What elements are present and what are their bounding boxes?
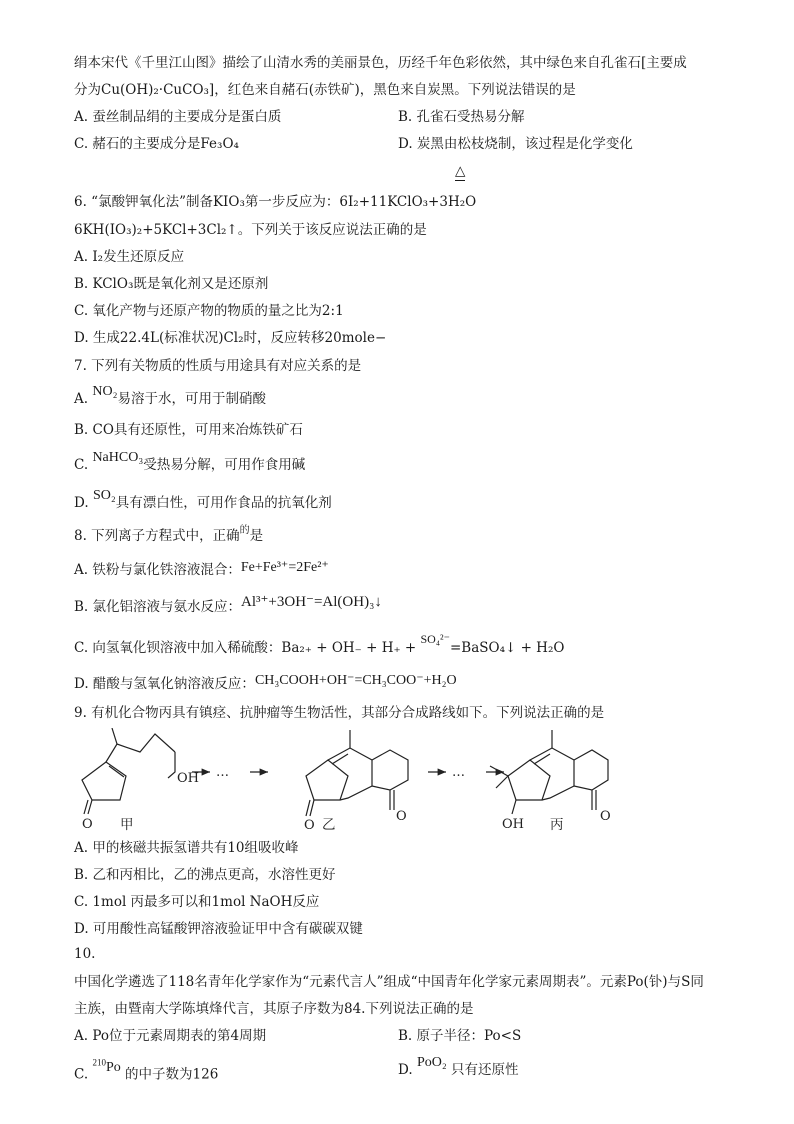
heat-delta-symbol: △ <box>455 163 466 179</box>
q8-c-text: C. 向氢氧化钡溶液中加入稀硫酸：Ba₂₊ + OH₋ + H₊ + <box>74 640 417 656</box>
q8-d-equation: CH₃COOH+OH⁻=CH₃COO⁻+H₂O <box>254 673 457 688</box>
bing-lactone-o: O <box>600 809 611 824</box>
q7-d-formula: SO₂ <box>92 488 116 503</box>
intro-option-a: A. 蚕丝制品绢的主要成分是蛋白质 <box>74 109 282 125</box>
q8-option-c <box>74 632 565 657</box>
q6-option-a: A. I₂发生还原反应 <box>74 249 185 265</box>
compound-bing-structure <box>490 730 608 814</box>
q7-c-label: C. <box>74 457 89 473</box>
q8-stem-a: 8. 下列离子方程式中，正确 <box>74 528 240 544</box>
q6-stem-2: 6KH(IO₃)₂+5KCl+3Cl₂↑。下列关于该反应说法正确的是 <box>74 222 427 238</box>
q7-stem: 7. 下列有关物质的性质与用途具有对应关系的是 <box>74 358 362 374</box>
yi-lactone-o: O <box>396 809 407 824</box>
q6-option-d: D. 生成22.4L(标准状况)Cl₂时，反应转移20mole− <box>74 330 387 346</box>
q8-option-d <box>74 675 457 694</box>
dots-2: … <box>452 765 465 780</box>
q7-option-a <box>74 384 266 409</box>
q10-c-mass-number: 210 <box>92 1057 106 1067</box>
q9-option-c: C. 1mol 丙最多可以和1mol NaOH反应 <box>74 894 320 910</box>
q9-stem: 9. 有机化合物丙具有镇痉、抗肿瘤等生物活性，其部分合成路线如下。下列说法正确的是 <box>74 705 605 721</box>
q10-d-label: D. <box>398 1062 413 1078</box>
q8-stem-b: 是 <box>249 528 264 544</box>
q8-option-a <box>74 561 329 580</box>
intro-line-2: 分为Cu(OH)₂·CuCO₃]，红色来自赭石(赤铁矿)，黑色来自炭黑。下列说法错误的是 <box>74 82 576 98</box>
q10-option-c <box>74 1057 219 1085</box>
q7-d-label: D. <box>74 495 89 511</box>
intro-line-1: 绢本宋代《千里江山图》描绘了山清水秀的美丽景色，历经千年色彩依然，其中绿色来自孔雀石[主要成 <box>74 55 687 71</box>
q10-number: 10. <box>74 946 96 962</box>
q10-d-text: 只有还原性 <box>451 1062 519 1078</box>
q6-stem-1: 6. “氯酸钾氧化法”制备KIO₃第一步反应为：6I₂+11KClO₃+3H₂O <box>74 194 477 210</box>
q8-stem-stray: 的 <box>239 525 250 536</box>
q8-a-text: A. 铁粉与氯化铁溶液混合： <box>74 562 241 578</box>
q10-stem-2: 主族，由暨南大学陈填烽代言，其原子序数为84.下列说法正确的是 <box>74 1001 474 1017</box>
q7-option-d <box>74 488 332 513</box>
q8-c-end: =BaSO₄↓ + H₂O <box>449 640 565 656</box>
q10-c-label: C. <box>74 1066 89 1083</box>
q10-stem-1: 中国化学遴选了118名青年化学家作为“元素代言人”组成“中国青年化学家元素周期表”。元素Po(钋)与S同 <box>74 974 704 990</box>
jia-oh-label: OH <box>177 771 199 786</box>
q8-a-equation: Fe+Fe³⁺=2Fe²⁺ <box>240 560 329 575</box>
yi-carbonyl-o: O <box>304 818 315 833</box>
q8-b-equation: Al³⁺+3OH⁻=Al(OH)₃↓ <box>241 594 382 610</box>
intro-option-c: C. 赭石的主要成分是Fe₃O₄ <box>74 136 239 152</box>
q10-option-a: A. Po位于元素周期表的第4周期 <box>74 1028 267 1044</box>
q7-c-text: 受热易分解，可用作食用碱 <box>143 457 306 473</box>
q7-a-formula: NO₂ <box>92 384 118 399</box>
q9-option-a: A. 甲的核磁共振氢谱共有10组吸收峰 <box>74 840 299 856</box>
q10-option-b: B. 原子半径：Po<S <box>398 1028 522 1044</box>
synthesis-route-diagram <box>60 728 620 836</box>
q8-b-text: B. 氯化铝溶液与氨水反应： <box>74 599 242 615</box>
dots-1: … <box>216 765 229 780</box>
q8-d-text: D. 醋酸与氢氧化钠溶液反应： <box>74 676 255 692</box>
q7-option-c <box>74 450 306 475</box>
q9-option-b: B. 乙和丙相比，乙的沸点更高，水溶性更好 <box>74 867 336 883</box>
q8-c-sulfate: SO₄²⁻ <box>420 632 450 646</box>
q7-a-label: A. <box>74 391 89 407</box>
compound-jia-structure <box>82 728 175 814</box>
q10-option-d <box>398 1055 519 1080</box>
q10-d-formula: PoO₂ <box>416 1055 447 1070</box>
intro-option-b: B. 孔雀石受热易分解 <box>398 109 525 125</box>
q10-c-symbol: Po <box>105 1059 121 1075</box>
compound-yi-structure <box>306 730 408 816</box>
q9-option-d: D. 可用酸性高锰酸钾溶液验证甲中含有碳碳双键 <box>74 921 363 937</box>
label-jia: 甲 <box>120 817 134 833</box>
jia-carbonyl-o: O <box>82 817 93 832</box>
label-yi: 乙 <box>322 817 336 833</box>
q8-stem <box>74 527 263 547</box>
bing-oh-label: OH <box>502 817 524 832</box>
q8-option-b <box>74 594 382 616</box>
q6-option-b: B. KClO₃既是氧化剂又是还原剂 <box>74 276 269 292</box>
q10-c-text: 的中子数为126 <box>125 1066 219 1083</box>
q7-c-formula: NaHCO₃ <box>92 450 144 465</box>
q7-option-b: B. CO具有还原性，可用来冶炼铁矿石 <box>74 422 303 438</box>
q6-option-c: C. 氧化产物与还原产物的物质的量之比为2:1 <box>74 303 344 319</box>
intro-option-d: D. 炭黑由松枝烧制，该过程是化学变化 <box>398 136 633 152</box>
q10-c-nuclide <box>92 1057 121 1075</box>
q7-d-text: 具有漂白性，可用作食品的抗氧化剂 <box>115 495 332 511</box>
label-bing: 丙 <box>550 817 564 833</box>
q7-a-text: 易溶于水，可用于制硝酸 <box>117 391 266 407</box>
